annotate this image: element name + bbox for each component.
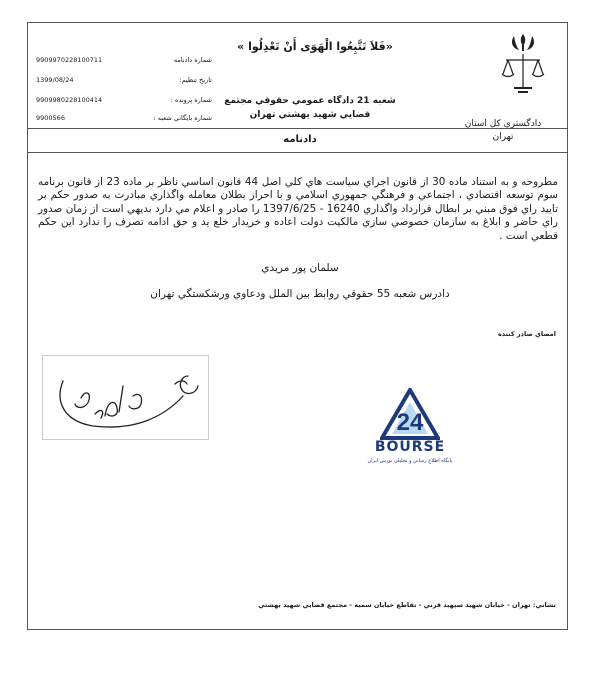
title-divider	[27, 152, 568, 153]
meta-label-archive-number: شماره بايگاني شعبه :	[153, 114, 212, 122]
footer-address	[200, 601, 556, 609]
meta-value-verdict-number: 9909970228100711	[36, 56, 103, 64]
verse-header: «فَلاَ تَتَّبِعُوا الْهَوَى أَنْ تَعْدِلُوا »	[237, 40, 393, 53]
judiciary-line-2: تهران	[492, 132, 514, 142]
meta-label-date: تاريخ تنظيم:	[179, 76, 212, 84]
logo-tagline: پايگاه اطلاع رساني و تحليلي بورس ايران	[367, 458, 453, 464]
iran-emblem-scales-icon	[498, 30, 548, 100]
meta-value-archive-number: 9900566	[36, 114, 65, 122]
meta-label-case-number: شماره پرونده :	[170, 96, 212, 104]
issuer-signature-label: امضاي صادر كننده	[497, 330, 556, 338]
meta-value-case-number: 9909980228100414	[36, 96, 103, 104]
verdict-body: مطروحه و به استناد ماده 30 از قانون اجراي سياست هاي كلي اصل 44 قانون اساسي ناظر بر ماده 23 از قانون برنامه سوم توسعه اقتصادي ، اجتماعي و فرهنگي جمهوري اسلامي و با احراز بطلان معامله واگذاري مبادرت به صدور حكم بر تاييد راي فوق مبني بر ابطال قرارداد واگذاري 16240 - 1397/6/25 را صادر و اعلام مي دارد بديهي است از زمان صدور راي حاضر و ابلاغ به سازمان خصوصي سازي مالكيت دولت اعاده و خريدار خلع يد و حق ادامه تصرف را ندارد اين حكم قطعي است .	[38, 176, 558, 242]
judge-title: دادرس شعبه 55 حقوقي روابط بين الملل ودعاوي ورشكستگي تهران	[150, 288, 450, 300]
judiciary-name	[448, 118, 558, 144]
court-line-1: شعبه 21 دادگاه عمومي حقوقي مجتمع	[224, 96, 396, 106]
bourse24-logo-icon	[380, 388, 440, 440]
judiciary-line-1: دادگستري كل استان	[464, 119, 542, 129]
logo-word: BOURSE	[374, 439, 446, 455]
meta-value-date: 1399/08/24	[36, 76, 74, 84]
judge-name: سلمان پور مريدي	[261, 262, 339, 274]
handwritten-signature	[43, 356, 208, 439]
address-label: نشاني:	[532, 601, 556, 609]
address-text: تهران - خيابان شهيد سپهبد قرني - تقاطع خيابان سميه - مجتمع قضايي شهيد بهشتي	[258, 601, 531, 609]
signature-box	[42, 355, 209, 440]
meta-label-verdict-number: شماره دادنامه	[173, 56, 212, 64]
court-line-2: قضايي شهيد بهشتي تهران	[249, 110, 371, 120]
court-name	[210, 94, 410, 122]
document-title: دادنامه	[283, 134, 317, 145]
logo-number: 24	[396, 409, 424, 436]
